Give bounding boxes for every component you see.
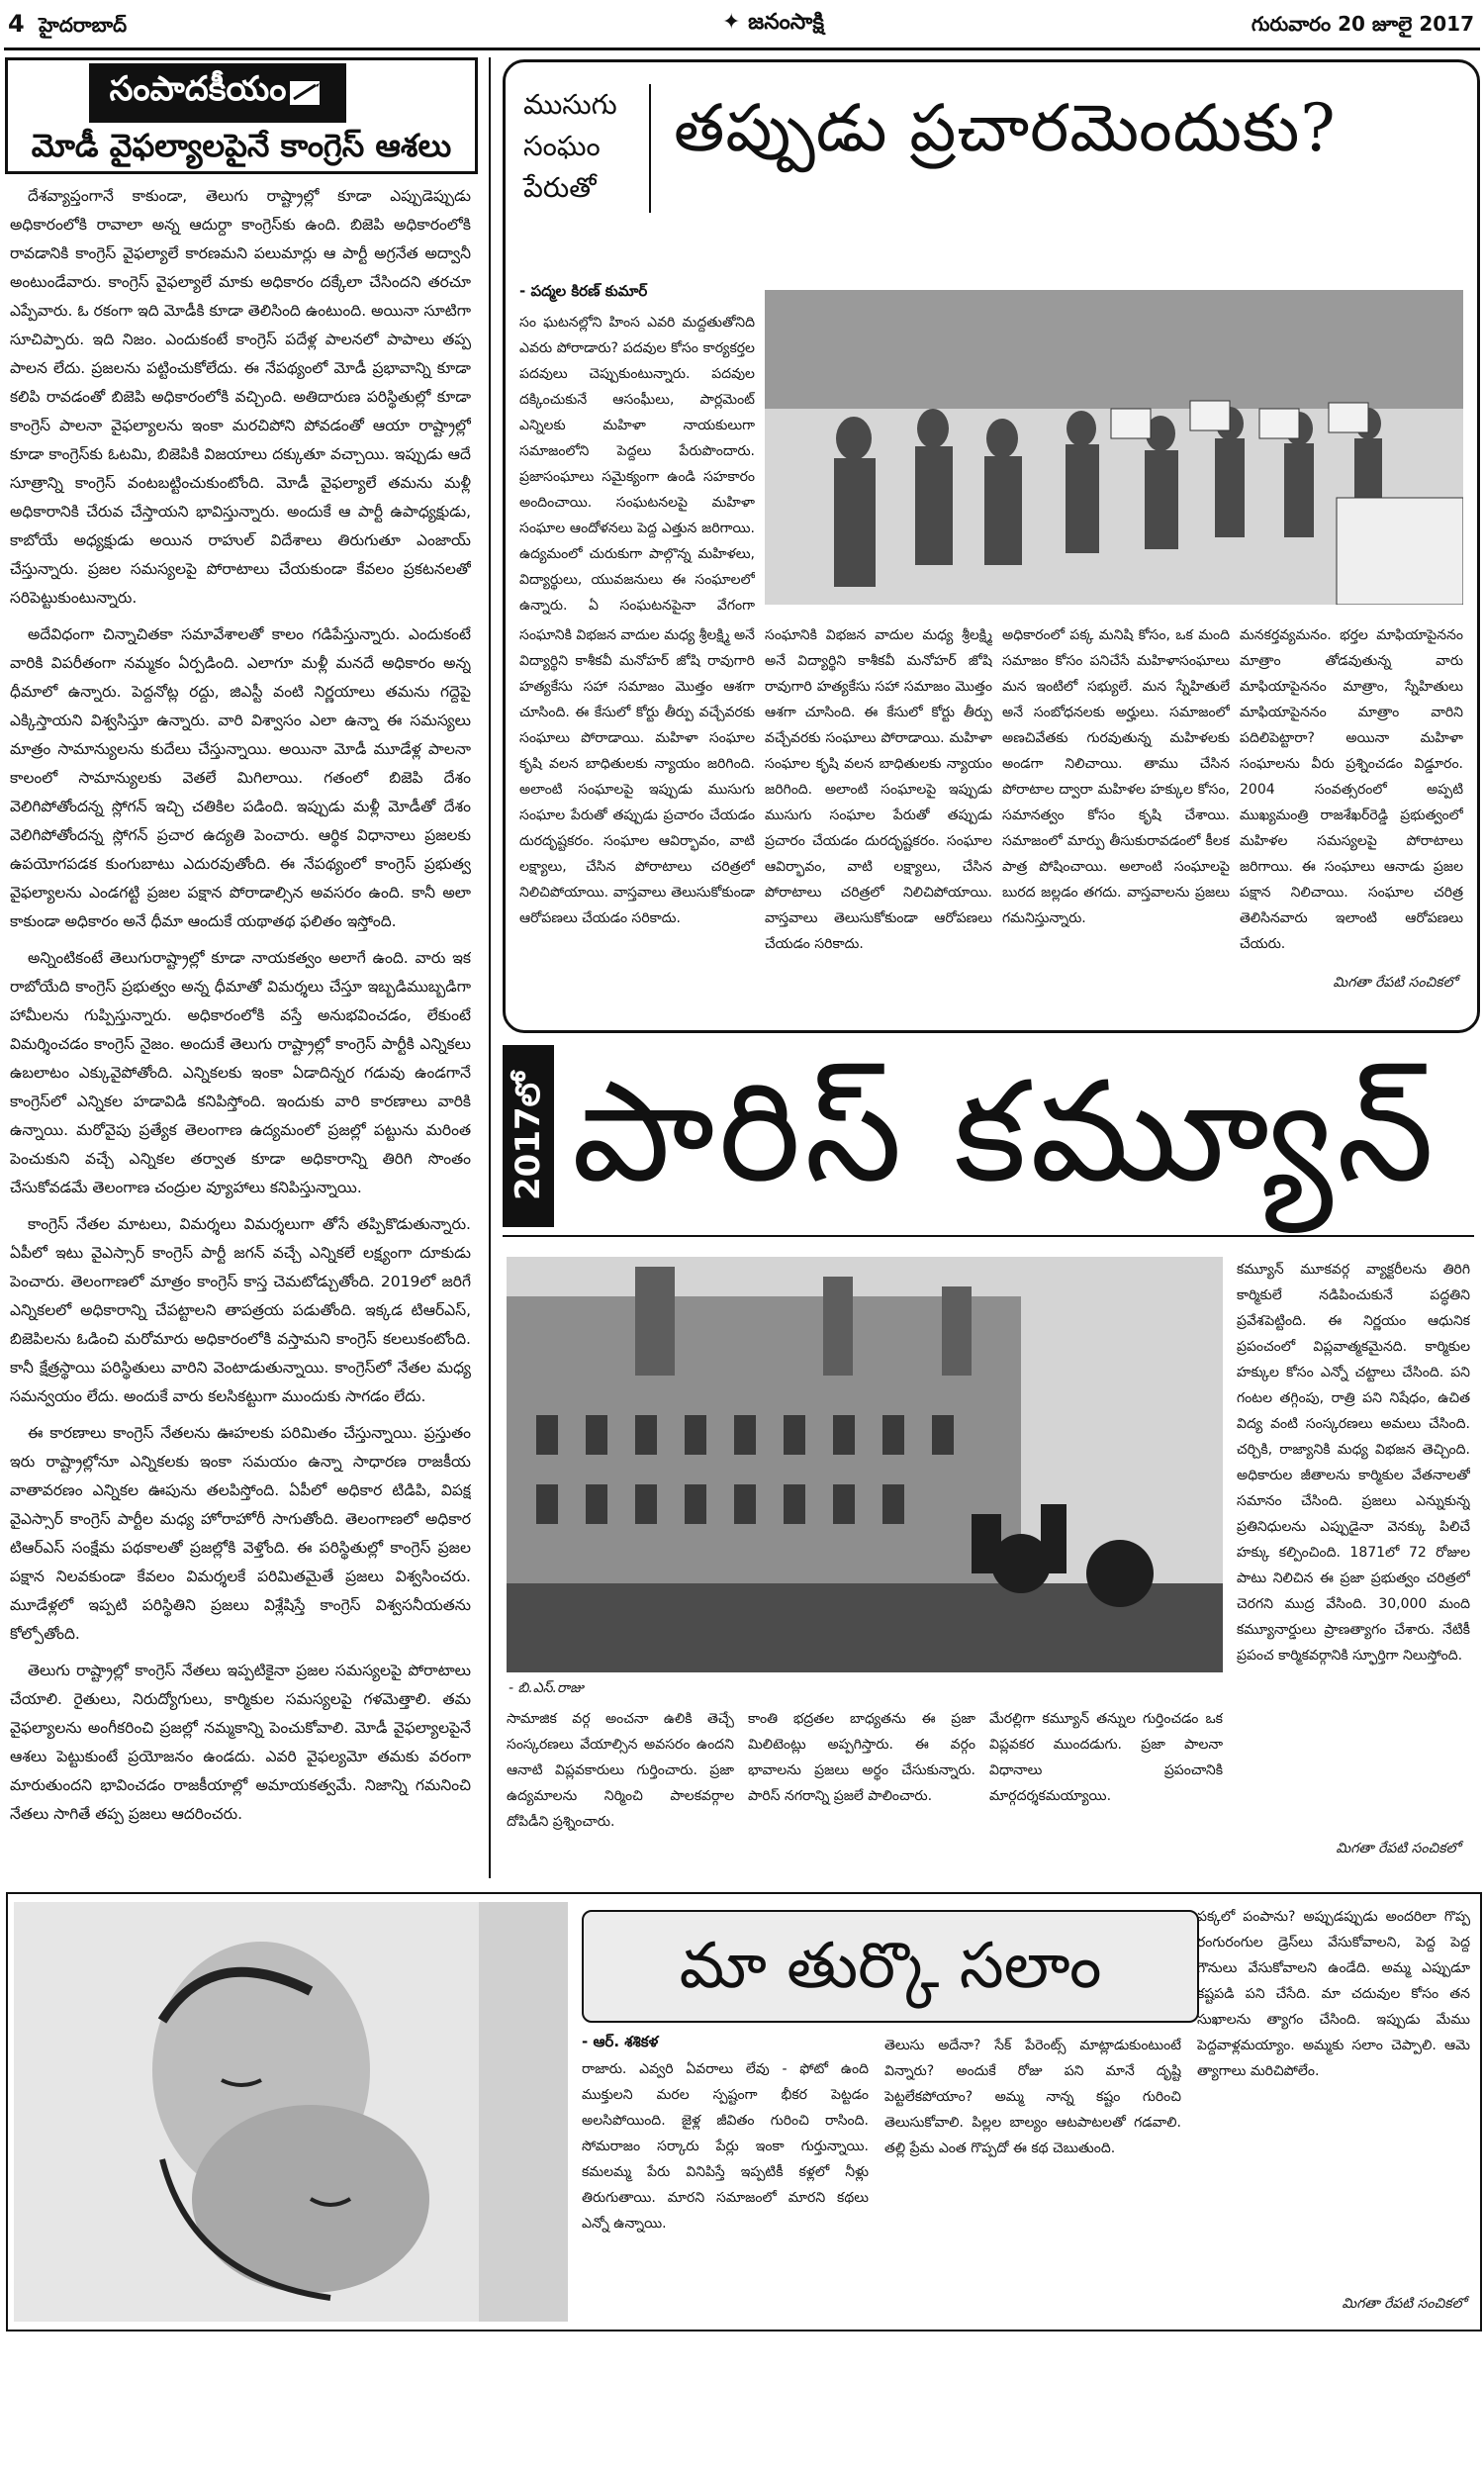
header-rule — [4, 48, 1480, 50]
masthead — [722, 10, 824, 40]
column-divider — [489, 57, 491, 1878]
year-tag: 2017లో — [503, 1045, 554, 1227]
feature1-byline: - పద్మల కిరణ్‌ కుమార్‌ — [519, 282, 648, 300]
continued-note: మిగతా రేపటి సంచికలో — [1342, 2296, 1466, 2312]
kicker-divider — [649, 84, 651, 213]
feature1-column: సంఘానికి విభజన వాదుల మధ్య శ్రీలక్ష్మి అనే విద్యార్థిని కాశీకవీ మనోహర్‌ జోషి రావుగారి హత్యకేసు సహా సమాజం మొత్తం ఆశగా చూసింది. ఈ కేసులో కోర్టు తీర్పు వచ్చేవరకు సంఘాలు పోరాడాయి. మహిళా సంఘాల కృషి వలన బాధితులకు న్యాయం జరిగింది. అలాంటి సంఘాలపై ఇప్పుడు ముసుగు సంఘాల పేరుతో తప్పుడు ప్రచారం చేయడం దురదృష్టకరం. సంఘాల ఆవిర్భావం, వాటి లక్ష్యాలు, చేసిన పోరాటాలు చరిత్రలో నిలిచిపోయాయి. వాస్తవాలు తెలుసుకోకుండా ఆరోపణలు చేయడం సరికాదు. — [765, 627, 992, 952]
feature1-column: అధికారంలో పక్క మనిషి కోసం, ఒక మంది సమాజం కోసం పనిచేసే మహిళాసంఘాలు మన ఇంటిలో సభ్యులే. మన స్నేహితులే అనే సంబోధనలకు అర్హులు. సమాజంలో అణచివేతకు గురవుతున్న మహిళలకు అండగా నిలిచాయి. తాము చేసిన పోరాటాల ద్వారా మహిళల హక్కుల కోసం, సమానత్వం కోసం కృషి చేశాయి. సమాజంలో మార్పు తీసుకురావడంలో కీలక పాత్ర పోషించాయి. అలాంటి సంఘాలపై బురద జల్లడం తగదు. వాస్తవాలను ప్రజలు గమనిస్తున్నారు. — [1002, 627, 1230, 926]
feature3-column: పక్కలో పంపాను? అప్పుడప్పుడు అందరిలా గొప్ప రంగురంగుల డ్రెస్‌లు వేసుకోవాలని, పెద్ద పెద్ద గౌనులు వేసుకోవాలని ఉండేది. అమ్మ ఎప్పుడూ కష్టపడి పని చేసేది. మా చదువుల కోసం తన సుఖాలను త్యాగం చేసింది. ఇప్పుడు మేము పెద్దవాళ్లమయ్యాం. అమ్మకు సలాం చెప్పాలి. ఆమె త్యాగాలు మరిచిపోలేం. — [1197, 1909, 1470, 2079]
feature3-column: తెలుసు అదేనా? సేక్‌ పేరెంట్స్‌ మాట్లాడుకుంటుంటే విన్నారు? అందుకే రోజు పని మానే దృష్టి పెట్టలేకపోయాం? అమ్మ నాన్న కష్టం గురించి తెలుసుకోవాలి. పిల్లల బాల్యం ఆటపాటలతో గడవాలి. తల్లి ప్రేమ ఎంత గొప్పదో ఈ కథ చెబుతుంది. — [884, 2038, 1181, 2156]
issue-date: గురువారం 20 జూలై 2017 — [1251, 12, 1474, 36]
editorial-body — [10, 182, 471, 1876]
mother-child-illustration — [14, 1902, 568, 2322]
feature1-headline: తప్పుడు ప్రచారమెందుకు? — [674, 90, 1337, 166]
editorial-paragraph: అన్నింటికంటే తెలుగురాష్ట్రాల్లో కూడా నాయకత్వం అలాగే ఉంది. వారు ఇక రాబోయేది కాంగ్రెస్‌ ప్రభుత్వం అన్న ధీమాతో విమర్శలు చేస్తూ ఇబ్బడిముబ్బడిగా హామీలను గుప్పిస్తున్నారు. అధికారంలోకి వస్తే అనుభవించడం, లేకుంటే విమర్శించడం కాంగ్రెస్‌ నైజం. అందుకే తెలుగు రాష్ట్రాల్లో కాంగ్రెస్‌ పార్టీకి ఎన్నికలు ఉబలాటం ఎక్కువైపోతోంది. ఎన్నికలకు ఇంకా ఏడాదిన్నర గడువు ఉండగానే కాంగ్రెస్‌లో ఎన్నికల హడావిడి కనిపిస్తోంది. ఇందుకు వారి కారణాలు వారికి ఉన్నాయి. మరోవైపు ప్రత్యేక తెలంగాణ ఉద్యమంలో ప్రజల్లో పట్టును మరింత పెంచుకుని వచ్చే ఎన్నికల తర్వాత కూడా అధికారాన్ని తిరిగి సొంతం చేసుకోవడమే తెలంగాణ చంద్రుల వ్యూహాలు కనిపిస్తున్నాయి. — [10, 949, 471, 1196]
editorial-paragraph: దేశవ్యాప్తంగానే కాకుండా, తెలుగు రాష్ట్రాల్లో కూడా ఎప్పుడెప్పుడు అధికారంలోకి రావాలా అన్న ఆదుర్దా కాంగ్రెస్‌కు ఉంది. బిజెపి అధికారంలోకి రావడానికి కాంగ్రెస్‌ వైఫల్యాలే కారణమని పలుమార్లు ఆ పార్టీ అగ్రనేత అద్వానీ అంటుండేవారు. కాంగ్రెస్‌ వైఫల్యాలే మాకు అధికారం దక్కేలా చేసిందని తరచూ ఎప్పేవారు. ఓ రకంగా ఇది మోడీకి కూడా తెలిసింది ఉంటుంది. అయినా సూటిగా సూచిప్పారు. ఇది నిజం. ఎందుకంటే కాంగ్రెస్‌ పదేళ్ల పాలనలో పాపాలు తప్ప పాలన లేదు. ప్రజలను పట్టించుకోలేదు. ఈ నేపథ్యంలో మోడీ ప్రభావాన్ని కూడా కలిపి రావడంతో బిజెపి అధికారంలోకి వచ్చింది. అతిదారుణ పరిస్థితుల్లో కూడా కాంగ్రెస్‌ పాలనా వైఫల్యాలను ఇంకా మరచిపోని పోవడంతో ఆయా రాష్ట్రాల్లో కూడా కాంగ్రెస్‌కు ఓటమి, బిజెపికి విజయాలు దక్కుతూ వచ్చాయి. ఇప్పుడు ఆదే సూత్రాన్ని కాంగ్రెస్‌ వంటబట్టించుకుంటోంది. మోడీ వైఫల్యాలే తమను మళ్లీ అధికారానికి చేరువ చేస్తాయని భావిస్తున్నారు. అందుకే ఆ పార్టీ ఉపాధ్యక్షుడు, కాబోయే అధ్యక్షుడు అయిన రాహుల్‌ విదేశాలు తిరుగుతూ ఎంజాయ్‌ చేస్తున్నారు. ప్రజల సమస్యలపై పోరాటాలు చేయకుండా కేవలం ప్రకటనలతో సరిపెట్టుకుంటున్నారు. — [10, 187, 471, 607]
feature2-column: మేరల్లిగా కమ్యూన్‌ తన్నుల గుర్తించడం ఒక విప్లవకర ముందడుగు. ప్రజా పాలనా విధానాలు ప్రపంచానికి మార్గదర్శకమయ్యాయి. — [989, 1711, 1223, 1804]
kicker-line: సంఘం — [523, 130, 601, 162]
protest-photo — [765, 290, 1463, 605]
editorial-badge — [89, 63, 346, 123]
photo-credit: - బి.ఎస్‌.రాజు — [509, 1680, 584, 1696]
feature2-column: సామాజిక వర్గ అంచనా ఉలికి తెచ్చే సంస్కరణలు వేయాల్సిన అవసరం ఉందని ఆనాటి విప్లవకారులు గుర్తించారు. ప్రజా ఉద్యమాలను నిర్మించి పాలకవర్గాల దోపిడీని ప్రశ్నించారు. — [507, 1711, 734, 1830]
feature2-column: కమ్యూన్‌ మూకవర్గ వ్యాక్టరీలను తిరిగి కార్మికులే నడిపించుకునే పద్ధతిని ప్రవేశపెట్టింది. ఈ నిర్ణయం ఆధునిక ప్రపంచంలో విప్లవాత్మకమైనది. కార్మికుల హక్కుల కోసం ఎన్నో చట్టాలు చేసింది. పని గంటల తగ్గింపు, రాత్రి పని నిషేధం, ఉచిత విద్య వంటి సంస్కరణలు అమలు చేసింది. చర్చికి, రాజ్యానికి మధ్య విభజన తెచ్చింది. అధికారుల జీతాలను కార్మికుల వేతనాలతో సమానం చేసింది. ప్రజలు ఎన్నుకున్న ప్రతినిధులను ఎప్పుడైనా వెనక్కు పిలిచే హక్కు కల్పించింది. 1871లో 72 రోజుల పాటు నిలిచిన ఈ ప్రజా ప్రభుత్వం చరిత్రలో చెరగని ముద్ర వేసింది. 30,000 మంది కమ్యూనార్డులు ప్రాణత్యాగం చేశారు. నేటికీ ప్రపంచ కార్మికవర్గానికి స్ఫూర్తిగా నిలుస్తోంది. — [1237, 1262, 1470, 1664]
editorial-badge-label: సంపాదకీయం — [109, 69, 287, 109]
feature2-rule — [503, 1235, 1474, 1237]
editorial-paragraph: అదేవిధంగా చిన్నాచితకా సమావేశాలతో కాలం గడిపేస్తున్నారు. ఎందుకంటే వారికి విపరీతంగా నమ్మకం ఏర్పడింది. ఎలాగూ మళ్లీ మనదే అధికారం అన్న ధీమాలో ఉన్నారు. పెద్దనోట్ల రద్దు, జిఎస్టీ వంటి నిర్ణయాలు తమను గద్దెపై ఎక్కిస్తాయని విశ్వసిస్తూ ఉన్నారు. వారి విశ్వాసం ఎలా ఉన్నా ఈ సమస్యలు మాత్రం సామాన్యులను కుదేలు చేస్తున్నాయి. అయినా మోడీ మూడేళ్ల పాలనా కాలంలో సామాన్యులకు వెతలే మిగిలాయి. గతంలో బిజెపి దేశం వెలిగిపోతోందన్న స్లోగన్‌ ఇచ్చి చతికిల పడింది. ఇప్పుడు మళ్లీ మోడీతో దేశం వెలిగిపోతోందన్న స్లోగన్‌ ప్రచార ఉద్యతి పెంచారు. ఆర్థిక విధానాలు ప్రజలకు ఉపయోగపడక కుంగుబాటు ఎదురవుతోంది. ఈ నేపథ్యంలో కాంగ్రెస్‌ ప్రభుత్వ వైఫల్యాలను ఎండగట్టి ప్రజల పక్షాన పోరాడాల్సిన అవసరం ఉంది. కానీ అలా కాకుండా అధికారం అనే ధీమా ఆందుకే యథాతథ ఫలితం ఇస్తోంది. — [10, 625, 471, 930]
feature3-headline: మా తుర్కొ సలాం — [582, 1910, 1199, 2023]
pen-writing-icon — [286, 75, 325, 111]
continued-note: మిగతా రేపటి సంచికలో — [1336, 1841, 1460, 1856]
editorial-section — [0, 57, 475, 1878]
continued-note: మిగతా రేపటి సంచికలో — [1333, 975, 1457, 991]
masthead-logo-icon: ✦ — [722, 10, 741, 35]
feature-salute-mother — [6, 1892, 1482, 2331]
editorial-paragraph: ఈ కారణాలు కాంగ్రెస్‌ నేతలను ఊహలకు పరిమితం చేస్తున్నాయి. ప్రస్తుతం ఇరు రాష్ట్రాల్లోనూ ఎన్నికలకు ఇంకా సమయం ఉన్నా సాధారణ రాజకీయ వాతావరణం ఎన్నికల ఊపును తలపిస్తోంది. ఏపీలో అధికార టిడిపి, విపక్ష వైఎస్సార్‌ కాంగ్రెస్‌ పార్టీల మధ్య హోరాహోరీ సాగుతోంది. తెలంగాణలో అధికార టిఆర్‌ఎస్‌ సంక్షేమ పథకాలతో ప్రజల్లోకి వెళ్తోంది. ఈ పరిస్థితుల్లో కాంగ్రెస్‌ ప్రజల పక్షాన నిలవకుండా కేవలం విమర్శలకే పరిమితమైతే ప్రజలు విశ్వసించరు. మూడేళ్లలో ఇప్పటి పరిస్థితిని ప్రజలు విశ్లేషిస్తే కాంగ్రెస్‌ విశ్వసనీయతను కోల్పోతోంది. — [10, 1424, 471, 1643]
kicker-line: పేరుతో — [523, 171, 597, 204]
feature-paris-commune — [503, 1039, 1474, 1880]
feature1-column: మనకర్తవ్యమనం. భర్తల మాఫియాపైననం మాత్రాం తోడవుతున్న వారు మాఫియాపైననం మాత్రాం, స్నేహితులు మాఫియాపైననం మాత్రాం వారిని పదిలిపెట్టారా? అయినా మహిళా సంఘాలను వీరు ప్రశ్నించడం విడ్డూరం. 2004 సంవత్సరంలో అప్పటి ముఖ్యమంత్రి రాజశేఖర్‌రెడ్డి ప్రభుత్వంలో మహిళల సమస్యలపై పోరాటాలు జరిగాయి. ఈ సంఘాలు ఆనాడు ప్రజల పక్షాన నిలిచాయి. సంఘాల చరిత్ర తెలిసినవారు ఇలాంటి ఆరోపణలు చేయరు. — [1240, 627, 1463, 952]
feature1-column: సంఘానికి విభజన వాదుల మధ్య శ్రీలక్ష్మి అనే విద్యార్థిని కాశీకవీ మనోహర్‌ జోషి రావుగారి హత్యకేసు సహా సమాజం మొత్తం ఆశగా చూసింది. ఈ కేసులో కోర్టు తీర్పు వచ్చేవరకు సంఘాలు పోరాడాయి. మహిళా సంఘాల కృషి వలన బాధితులకు న్యాయం జరిగింది. అలాంటి సంఘాలపై ఇప్పుడు ముసుగు సంఘాల పేరుతో తప్పుడు ప్రచారం చేయడం దురదృష్టకరం. సంఘాల ఆవిర్భావం, వాటి లక్ష్యాలు, చేసిన పోరాటాలు చరిత్రలో నిలిచిపోయాయి. వాస్తవాలు తెలుసుకోకుండా ఆరోపణలు చేయడం సరికాదు. — [519, 627, 755, 926]
editorial-headline: మోడీ వైఫల్యాలపైనే కాంగ్రెస్‌ ఆశలు — [31, 127, 452, 164]
feature2-column: కాంతి భద్రతల బాధ్యతను ఈ ప్రజా మిలిటెంట్లు అప్పగిస్తారు. ఈ వర్గం భావాలను ప్రజలు అర్థం చేసుకున్నారు. పారిస్‌ నగరాన్ని ప్రజలే పాలించారు. — [748, 1711, 975, 1804]
feature-mask-society — [503, 59, 1480, 1033]
page-number: 4 — [8, 10, 25, 38]
paris-commune-engraving — [507, 1257, 1223, 1672]
feature1-column: సం ఘటనల్లోని హింస ఎవరి మద్దతుతోనిది ఎవరు పోరాడారు? పదవుల కోసం కార్యకర్తల పదవులు చెప్పుకుంటున్నారు. పదవుల దక్కించుకునే ఆసంఘీలు, పార్లమెంట్‌ ఎన్నిలకు మహిళా నాయకులుగా సమాజంలోని పెద్దలు పేరుపొందారు. ప్రజాసంఘాలు సమైక్యంగా ఉండి సహకారం అందించాయి. సంఘటనలపై మహిళా సంఘాల ఆందోళనలు పెద్ద ఎత్తున జరిగాయి. ఉద్యమంలో చురుకుగా పాల్గొన్న మహిళలు, విద్యార్థులు, యువజనులు ఈ సంఘాలలో ఉన్నారు. ఏ సంఘటనపైనా వేగంగా — [519, 315, 755, 614]
page-number-city — [8, 10, 127, 42]
editorial-paragraph: కాంగ్రెస్‌ నేతల మాటలు, విమర్శలు విమర్శలుగా తోసే తప్పికొడుతున్నారు. ఏపీలో ఇటు వైఎస్సార్‌ కాంగ్రెస్‌ పార్టీ జగన్‌ వచ్చే ఎన్నికలే లక్ష్యంగా దూకుడు పెంచారు. తెలంగాణలో మాత్రం కాంగ్రెస్‌ కాస్త చెమటోడ్చుతోంది. 2019లో జరిగే ఎన్నికలలో అధికారాన్ని చేపట్టాలని తాపత్రయ పడుతోంది. ఇక్కడ టిఆర్‌ఎస్‌, బిజెపిలను ఓడించి మరోమారు అధికారంలోకి వస్తామని కాంగ్రెస్‌ కలలుకంటోంది. కానీ క్షేత్రస్థాయి పరిస్థితులు వారిని వెంటాడుతున్నాయి. కాంగ్రెస్‌లో నేతల మధ్య సమన్వయం లేదు. అందుకే వారు కలసికట్టుగా ముందుకు సాగడం లేదు. — [10, 1215, 471, 1405]
masthead-text: జనంసాక్షి — [748, 10, 824, 35]
kicker-line: ముసుగు — [523, 88, 617, 121]
feature2-headline: పారిస్‌ కమ్యూన్‌ — [572, 1052, 1438, 1213]
editorial-paragraph: తెలుగు రాష్ట్రాల్లో కాంగ్రెస్‌ నేతలు ఇప్పటికైనా ప్రజల సమస్యలపై పోరాటాలు చేయాలి. రైతులు, నిరుద్యోగులు, కార్మికుల సమస్యలపై గళమెత్తాలి. తమ వైఫల్యాలను అంగీకరించి ప్రజల్లో నమ్మకాన్ని పెంచుకోవాలి. మోడీ వైఫల్యాలపైనే ఆశలు పెట్టుకుంటే ప్రయోజనం ఉండదు. ఎవరి వైఫల్యమో తమకు వరంగా మారుతుందని భావించడం రాజకీయాల్లో అమాయకత్వమే. నిజాన్ని గమనించి నేతలు సాగితే తప్ప ప్రజలు ఆదరించరు. — [10, 1662, 471, 1823]
feature3-column: రాజారు. ఎవ్వరి ఏవరాలు లేవు - ఫోటో ఉంది ముక్తులని మరల స్పష్టంగా భీకర పెట్టడం అలసిపోయింది. జైళ్ల జీవితం గురించి రాసింది. సోమరాజం సర్కారు పేర్లు ఇంకా గుర్తున్నాయి. కమలమ్మ పేరు వినిపిస్తే ఇప్పటికీ కళ్లలో నీళ్లు తిరుగుతాయి. మారని సమాజంలో మారని కథలు ఎన్నో ఉన్నాయి. — [582, 2061, 869, 2232]
feature3-byline: - ఆర్‌. శశికళ — [582, 2033, 659, 2050]
city-name: హైదరాబాద్ — [39, 13, 128, 37]
